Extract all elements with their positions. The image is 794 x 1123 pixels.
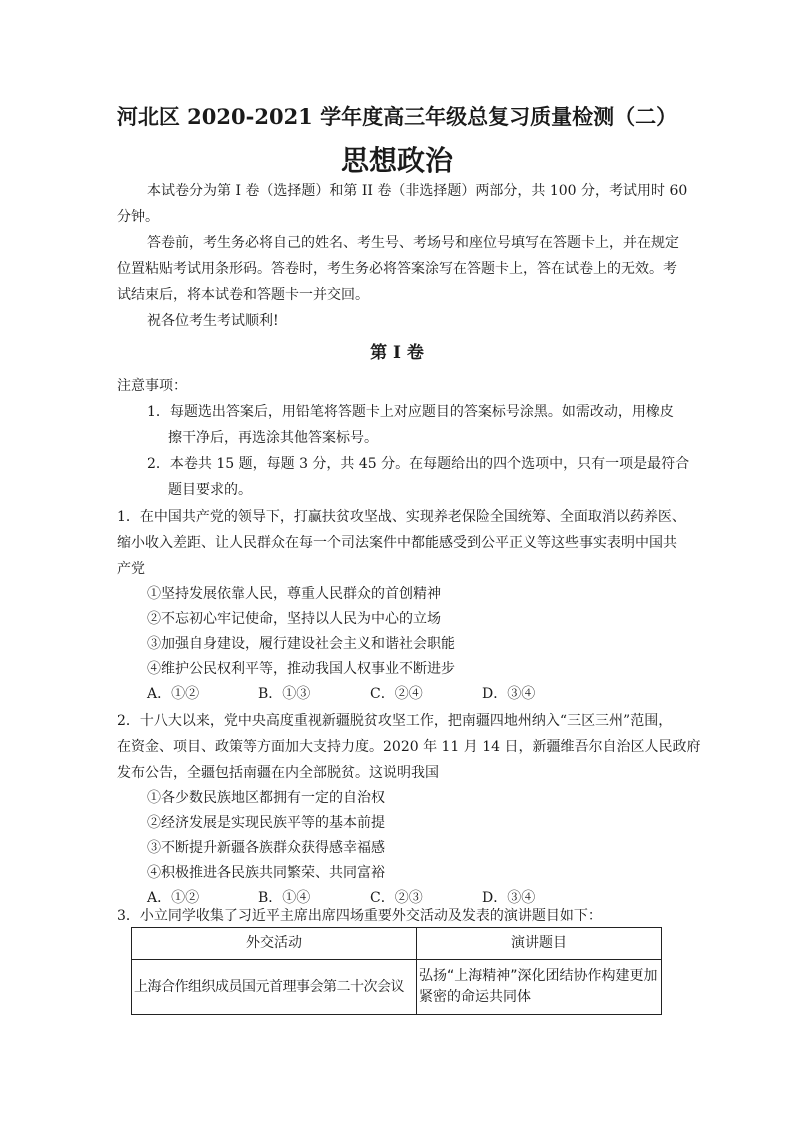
q1-option-b: B．①③ <box>258 686 311 702</box>
q1-option-a: A．①② <box>147 686 200 702</box>
intro-paragraph-2-cont2: 试结束后，将本试卷和答题卡一并交回。 <box>117 287 369 303</box>
note-1: 1．每题选出答案后，用铅笔将答题卡上对应题目的答案标号涂黑。如需改动，用橡皮 <box>147 404 674 420</box>
q1-stem-cont2: 产党 <box>117 561 145 577</box>
q1-stem: 1．在中国共产党的领导下，打赢扶贫攻坚战、实现养老保险全国统筹、全面取消以药养医、 <box>117 509 686 525</box>
q2-item: ③不断提升新疆各族群众获得感幸福感 <box>147 840 385 856</box>
section-title: 第 I 卷 <box>370 343 424 363</box>
intro-paragraph-1: 本试卷分为第 I 卷（选择题）和第 II 卷（非选择题）两部分，共 100 分，考试用时 60 <box>147 183 688 199</box>
q2-item: ④积极推进各民族共同繁荣、共同富裕 <box>147 865 385 881</box>
q1-item: ①坚持发展依靠人民，尊重人民群众的首创精神 <box>147 586 441 602</box>
intro-paragraph-1-cont: 分钟。 <box>117 209 159 225</box>
table-header-row <box>132 928 662 960</box>
q2-option-a: A．①② <box>147 890 200 906</box>
intro-blessing: 祝各位考生考试顺利! <box>147 313 279 329</box>
note-2-cont: 题目要求的。 <box>168 482 252 498</box>
q1-item: ③加强自身建设，履行建设社会主义和谐社会职能 <box>147 636 455 652</box>
table-header-cell: 外交活动 <box>132 928 417 960</box>
q2-option-c: C．②③ <box>370 890 423 906</box>
table-cell: 上海合作组织成员国元首理事会第二十次会议 <box>132 960 417 1015</box>
q3-stem: 3．小立同学收集了习近平主席出席四场重要外交活动及发表的演讲题目如下： <box>117 908 602 924</box>
table-header-cell: 演讲题目 <box>417 928 662 960</box>
q2-option-d: D．③④ <box>482 890 536 906</box>
note-1-cont: 擦干净后，再选涂其他答案标号。 <box>168 430 378 446</box>
q2-item: ①各少数民族地区都拥有一定的自治权 <box>147 790 385 806</box>
table-row <box>132 960 662 1015</box>
q1-option-c: C．②④ <box>370 686 423 702</box>
q2-option-b: B．①④ <box>258 890 311 906</box>
exam-title: 河北区 2020-2021 学年度高三年级总复习质量检测（二） <box>116 104 678 129</box>
q1-option-d: D．③④ <box>482 686 536 702</box>
q1-item: ④维护公民权利平等，推动我国人权事业不断进步 <box>147 661 455 677</box>
q1-item: ②不忘初心牢记使命，坚持以人民为中心的立场 <box>147 611 441 627</box>
q2-stem: 2．十八大以来，党中央高度重视新疆脱贫攻坚工作，把南疆四地州纳入“三区三州”范围， <box>117 713 673 729</box>
notes-heading: 注意事项： <box>117 378 187 394</box>
subject-title: 思想政治 <box>340 144 453 177</box>
q2-stem-cont2: 发布公告，全疆包括南疆在内全部脱贫。这说明我国 <box>117 765 439 781</box>
q2-item: ②经济发展是实现民族平等的基本前提 <box>147 815 385 831</box>
note-2: 2．本卷共 15 题，每题 3 分，共 45 分。在每题给出的四个选项中，只有一项是最符合 <box>147 456 690 472</box>
intro-paragraph-2: 答卷前，考生务必将自己的姓名、考生号、考场号和座位号填写在答题卡上，并在规定 <box>147 235 679 251</box>
table-cell: 弘扬“上海精神”深化团结协作构建更加紧密的命运共同体 <box>417 960 662 1015</box>
q2-stem-cont: 在资金、项目、政策等方面加大支持力度。2020 年 11 月 14 日，新疆维吾尔自治区人民政府 <box>117 739 701 755</box>
intro-paragraph-2-cont: 位置粘贴考试用条形码。答卷时，考生务必将答案涂写在答题卡上，答在试卷上的无效。考 <box>117 261 677 277</box>
q3-table <box>131 927 662 1015</box>
q1-stem-cont: 缩小收入差距、让人民群众在每一个司法案件中都能感受到公平正义等这些事实表明中国共 <box>117 535 677 551</box>
